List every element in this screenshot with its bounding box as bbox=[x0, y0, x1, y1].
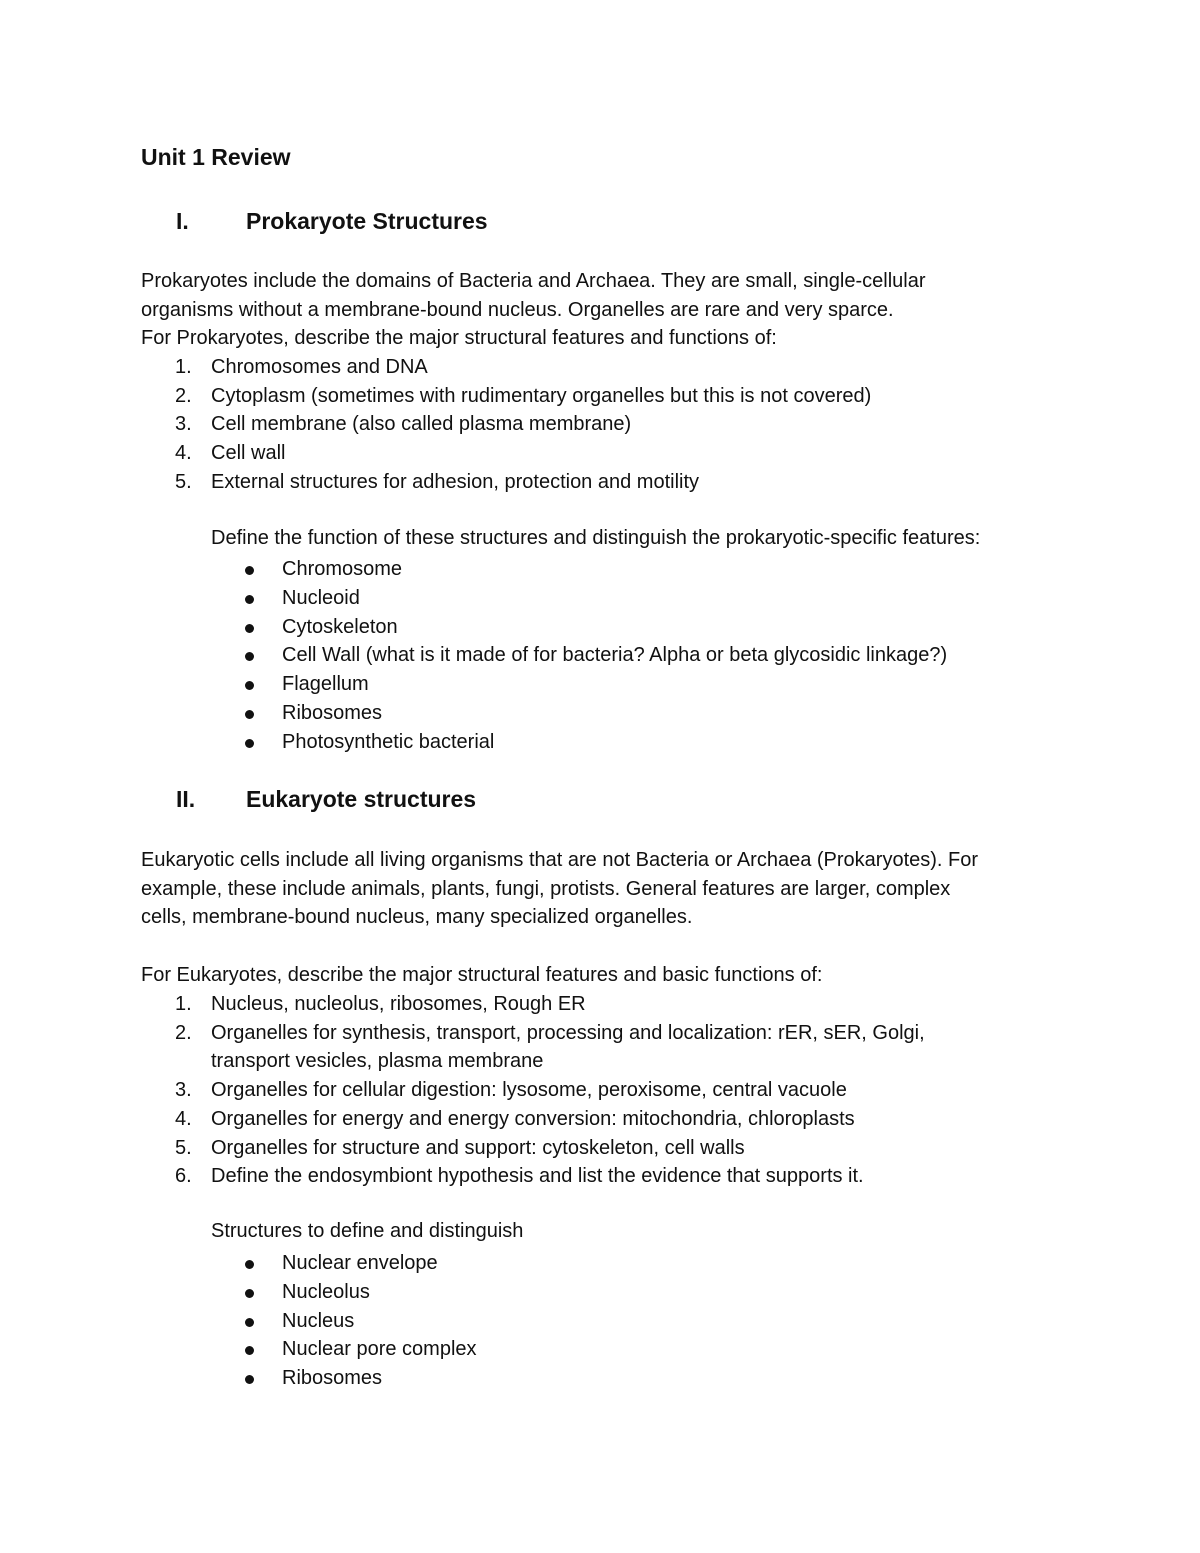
bullet-text: Nuclear envelope bbox=[282, 1252, 438, 1274]
item-text: Chromosomes and DNA bbox=[211, 356, 428, 378]
list-item bbox=[175, 410, 871, 439]
bullet-item bbox=[243, 641, 947, 670]
item-number: 4. bbox=[175, 442, 192, 465]
bullet-icon bbox=[245, 739, 254, 748]
item-text: Organelles for cellular digestion: lysosome, peroxisome, central vacuole bbox=[211, 1079, 847, 1102]
list-item bbox=[175, 353, 871, 382]
bullet-icon bbox=[245, 1375, 254, 1384]
bullet-text: Nucleolus bbox=[282, 1280, 370, 1303]
bullet-icon bbox=[245, 710, 254, 719]
item-text: Nucleus, nucleolus, ribosomes, Rough ER bbox=[211, 993, 586, 1015]
item-number: 2. bbox=[175, 384, 192, 407]
item-number: 4. bbox=[175, 1107, 192, 1130]
bullet-text: Flagellum bbox=[282, 673, 369, 696]
prokaryote-numbered-list bbox=[175, 353, 871, 497]
intro-line: cells, membrane-bound nucleus, many specialized organelles. bbox=[141, 906, 693, 928]
list-item bbox=[175, 1076, 925, 1105]
list-item bbox=[175, 1162, 925, 1191]
section-1-title: Prokaryote Structures bbox=[246, 208, 488, 234]
section-1-sub-intro: Define the function of these structures and distinguish the prokaryotic-specific features: bbox=[211, 527, 981, 549]
item-text: Cell wall bbox=[211, 442, 286, 465]
bullet-text: Nucleoid bbox=[282, 586, 360, 609]
list-item bbox=[175, 382, 871, 411]
bullet-icon bbox=[245, 1260, 254, 1269]
bullet-icon bbox=[245, 681, 254, 690]
bullet-item bbox=[243, 613, 947, 642]
eukaryote-numbered-list bbox=[175, 990, 925, 1191]
bullet-item bbox=[243, 699, 947, 728]
intro-line: Prokaryotes include the domains of Bacteria and Archaea. They are small, single-cellular bbox=[141, 270, 926, 292]
item-number: 3. bbox=[175, 413, 192, 436]
item-text: Organelles for energy and energy conversion: mitochondria, chloroplasts bbox=[211, 1107, 855, 1130]
bullet-icon bbox=[245, 1346, 254, 1355]
section-2-sub-intro: Structures to define and distinguish bbox=[211, 1220, 524, 1242]
bullet-item bbox=[243, 1249, 477, 1278]
list-item bbox=[175, 1019, 925, 1076]
bullet-item bbox=[243, 1307, 477, 1336]
item-text: Cell membrane (also called plasma membrane) bbox=[211, 413, 632, 436]
item-number: 2. bbox=[175, 1021, 192, 1044]
bullet-text: Ribosomes bbox=[282, 1367, 383, 1390]
item-text: Organelles for structure and support: cytoskeleton, cell walls bbox=[211, 1136, 745, 1159]
item-text: Define the endosymbiont hypothesis and list the evidence that supports it. bbox=[211, 1165, 864, 1188]
section-2-numeral: II. bbox=[176, 786, 196, 812]
item-text: External structures for adhesion, protection and motility bbox=[211, 470, 700, 493]
bullet-icon bbox=[245, 566, 254, 575]
item-number: 1. bbox=[175, 356, 192, 378]
bullet-text: Cell Wall (what is it made of for bacteria? Alpha or beta glycosidic linkage?) bbox=[282, 644, 948, 667]
bullet-text: Nuclear pore complex bbox=[282, 1338, 477, 1361]
bullet-item bbox=[243, 1364, 477, 1393]
bullet-text: Photosynthetic bacterial bbox=[282, 730, 495, 753]
bullet-icon bbox=[245, 1289, 254, 1298]
intro-line: organisms without a membrane-bound nucleus. Organelles are rare and very sparce. bbox=[141, 298, 894, 321]
intro-line: Eukaryotic cells include all living organisms that are not Bacteria or Archaea (Prokaryotes). For bbox=[141, 849, 979, 871]
item-number: 5. bbox=[175, 470, 192, 493]
bullet-text: Nucleus bbox=[282, 1309, 355, 1332]
bullet-icon bbox=[245, 1318, 254, 1327]
bullet-item bbox=[243, 670, 947, 699]
section-2-describe-line: For Eukaryotes, describe the major structural features and basic functions of: bbox=[141, 964, 823, 986]
bullet-icon bbox=[245, 595, 254, 604]
list-item bbox=[175, 468, 871, 497]
bullet-item bbox=[243, 1278, 477, 1307]
bullet-icon bbox=[245, 652, 254, 661]
bullet-text: Chromosome bbox=[282, 558, 403, 580]
section-2-title: Eukaryote structures bbox=[246, 786, 477, 812]
item-number: 1. bbox=[175, 993, 192, 1015]
bullet-item bbox=[243, 555, 947, 584]
item-text: Cytoplasm (sometimes with rudimentary organelles but this is not covered) bbox=[211, 384, 872, 407]
intro-line: For Prokaryotes, describe the major structural features and functions of: bbox=[141, 327, 777, 349]
bullet-item bbox=[243, 1335, 477, 1364]
prokaryote-bullet-list bbox=[243, 555, 947, 757]
item-number: 6. bbox=[175, 1165, 192, 1188]
bullet-icon bbox=[245, 624, 254, 633]
eukaryote-bullet-list bbox=[243, 1249, 477, 1393]
item-number: 5. bbox=[175, 1136, 192, 1159]
bullet-item bbox=[243, 584, 947, 613]
document-title: Unit 1 Review bbox=[141, 144, 291, 170]
list-item bbox=[175, 439, 871, 468]
list-item bbox=[175, 1105, 925, 1134]
section-1-numeral: I. bbox=[176, 208, 189, 234]
item-text: Organelles for synthesis, transport, processing and localization: rER, sER, Golgi, bbox=[211, 1021, 925, 1044]
item-text-continued: transport vesicles, plasma membrane bbox=[211, 1050, 544, 1073]
item-number: 3. bbox=[175, 1079, 192, 1102]
list-item bbox=[175, 1134, 925, 1163]
bullet-item bbox=[243, 728, 947, 757]
bullet-text: Cytoskeleton bbox=[282, 615, 398, 638]
intro-line: example, these include animals, plants, fungi, protists. General features are larger, complex bbox=[141, 877, 951, 900]
list-item bbox=[175, 990, 925, 1019]
bullet-text: Ribosomes bbox=[282, 701, 383, 724]
section-2-intro bbox=[141, 846, 978, 932]
section-1-intro bbox=[141, 267, 925, 353]
